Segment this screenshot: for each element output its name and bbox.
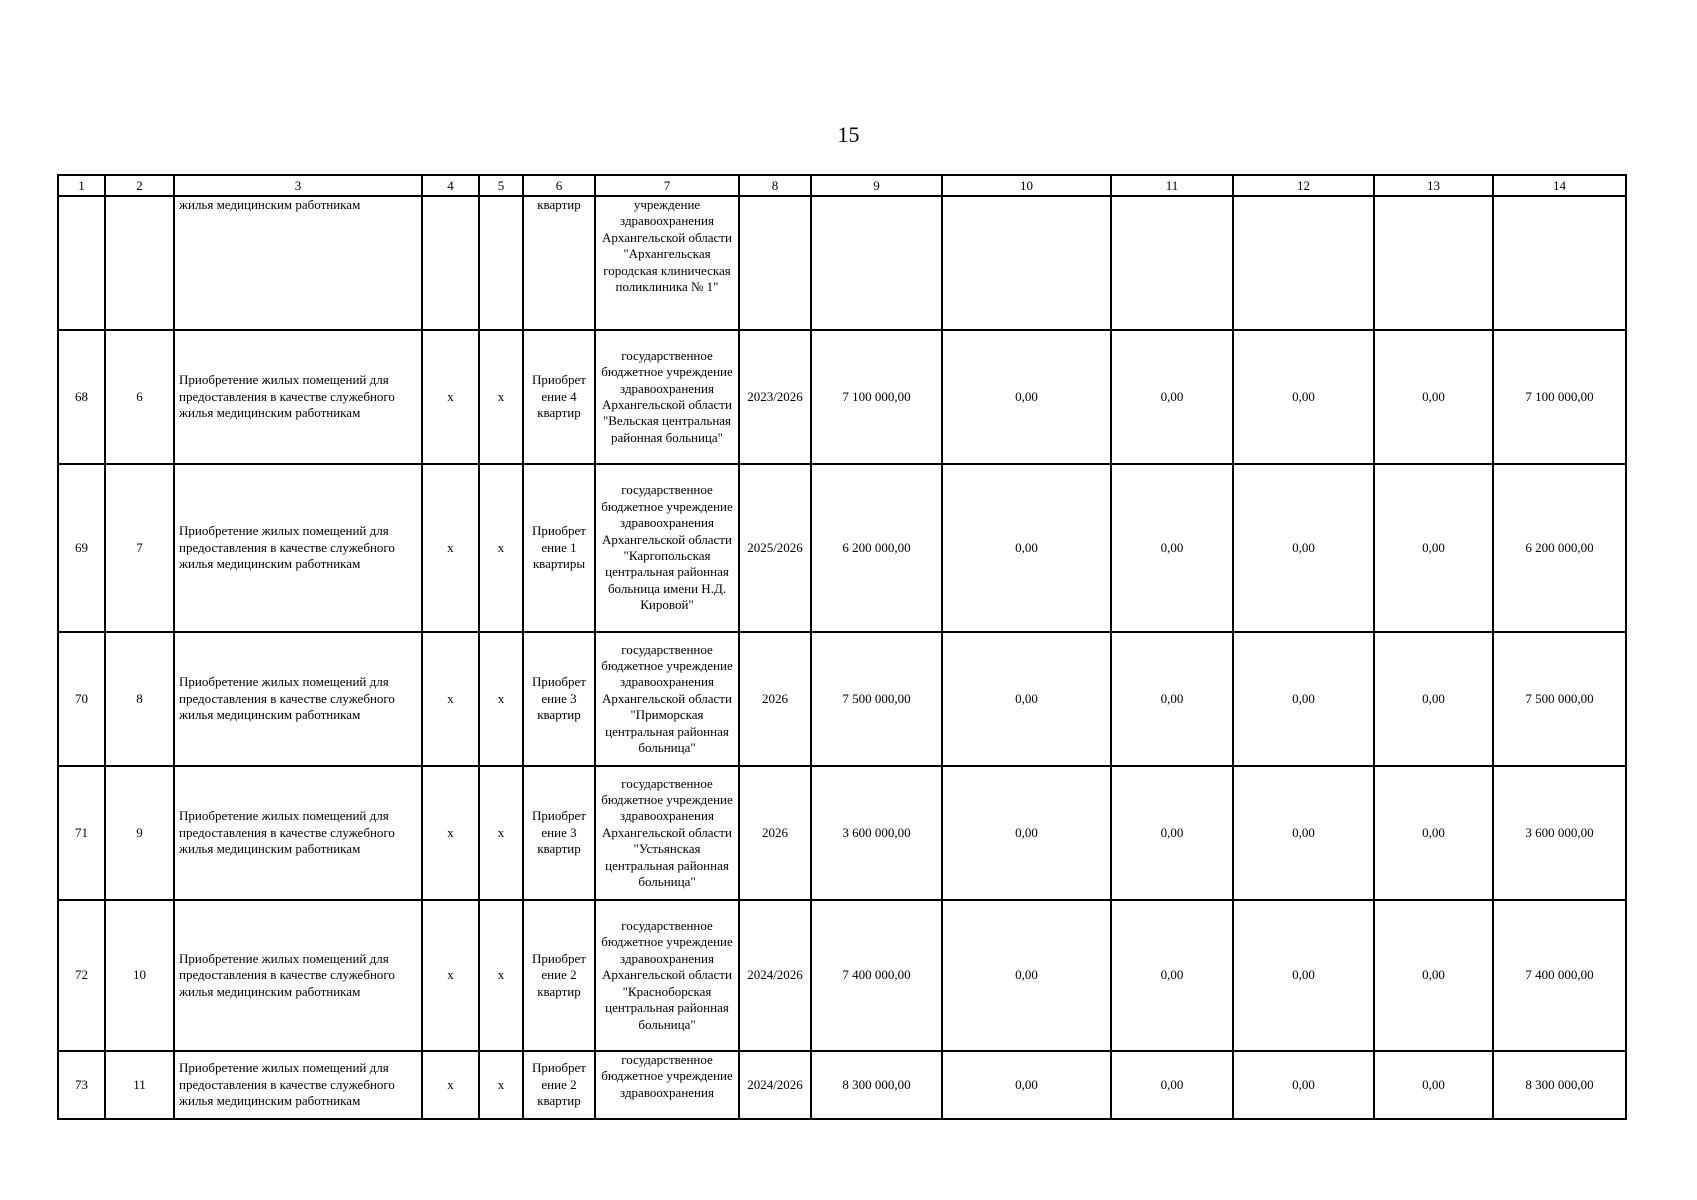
amount-total: 7 400 000,00 <box>811 900 942 1051</box>
amount-col-12: 0,00 <box>1233 464 1374 632</box>
amount-col-11: 0,00 <box>1111 464 1233 632</box>
row-number: 71 <box>58 766 105 900</box>
period: 2024/2026 <box>739 1051 811 1119</box>
table-row <box>58 900 1626 1051</box>
measure-name: Приобретение жилых помещений для предоставления в качестве служебного жилья медицинским работникам <box>174 330 422 464</box>
amount-col-13: 0,00 <box>1374 900 1493 1051</box>
amount-col-14: 7 400 000,00 <box>1493 900 1626 1051</box>
table-row <box>58 330 1626 464</box>
row-number <box>58 196 105 330</box>
amount-col-12: 0,00 <box>1233 632 1374 766</box>
row-number: 72 <box>58 900 105 1051</box>
cell-col-4: х <box>422 900 479 1051</box>
amount-col-10: 0,00 <box>942 464 1111 632</box>
cell-col-5: х <box>479 464 523 632</box>
institution-name: государственное бюджетное учреждение здравоохранения Архангельской области "Вельская центральная районная больница" <box>595 330 739 464</box>
amount-col-13: 0,00 <box>1374 766 1493 900</box>
data-table <box>57 174 1627 1120</box>
amount-col-10: 0,00 <box>942 330 1111 464</box>
result-description: Приобрет ение 2 квартир <box>523 900 595 1051</box>
table-row <box>58 766 1626 900</box>
period: 2023/2026 <box>739 330 811 464</box>
measure-name: Приобретение жилых помещений для предоставления в качестве служебного жилья медицинским работникам <box>174 766 422 900</box>
column-header: 8 <box>739 175 811 196</box>
amount-col-11 <box>1111 196 1233 330</box>
amount-col-13: 0,00 <box>1374 330 1493 464</box>
cell-col-5: х <box>479 1051 523 1119</box>
item-number: 11 <box>105 1051 174 1119</box>
column-header: 6 <box>523 175 595 196</box>
amount-col-10: 0,00 <box>942 766 1111 900</box>
table-row <box>58 464 1626 632</box>
period <box>739 196 811 330</box>
amount-col-11: 0,00 <box>1111 900 1233 1051</box>
column-header: 5 <box>479 175 523 196</box>
amount-col-14: 7 500 000,00 <box>1493 632 1626 766</box>
measure-name: жилья медицинским работникам <box>174 196 422 330</box>
measure-name: Приобретение жилых помещений для предоставления в качестве служебного жилья медицинским работникам <box>174 632 422 766</box>
amount-col-13 <box>1374 196 1493 330</box>
cell-col-4 <box>422 196 479 330</box>
column-header: 1 <box>58 175 105 196</box>
cell-col-5 <box>479 196 523 330</box>
table-header-row <box>58 175 1626 196</box>
column-header: 7 <box>595 175 739 196</box>
amount-col-12: 0,00 <box>1233 330 1374 464</box>
amount-col-14 <box>1493 196 1626 330</box>
column-header: 10 <box>942 175 1111 196</box>
result-description: Приобрет ение 4 квартир <box>523 330 595 464</box>
column-header: 12 <box>1233 175 1374 196</box>
amount-col-10: 0,00 <box>942 900 1111 1051</box>
row-number: 69 <box>58 464 105 632</box>
amount-col-10: 0,00 <box>942 1051 1111 1119</box>
table-row <box>58 1051 1626 1119</box>
cell-col-4: х <box>422 464 479 632</box>
result-description: Приобрет ение 2 квартир <box>523 1051 595 1119</box>
column-header: 11 <box>1111 175 1233 196</box>
table-row <box>58 196 1626 330</box>
amount-col-13: 0,00 <box>1374 632 1493 766</box>
amount-col-12: 0,00 <box>1233 1051 1374 1119</box>
amount-col-11: 0,00 <box>1111 1051 1233 1119</box>
amount-col-10 <box>942 196 1111 330</box>
measure-name: Приобретение жилых помещений для предоставления в качестве служебного жилья медицинским работникам <box>174 464 422 632</box>
amount-col-13: 0,00 <box>1374 464 1493 632</box>
amount-total <box>811 196 942 330</box>
column-header: 2 <box>105 175 174 196</box>
table-row <box>58 632 1626 766</box>
amount-col-12: 0,00 <box>1233 900 1374 1051</box>
measure-name: Приобретение жилых помещений для предоставления в качестве служебного жилья медицинским работникам <box>174 900 422 1051</box>
cell-col-5: х <box>479 766 523 900</box>
amount-col-14: 7 100 000,00 <box>1493 330 1626 464</box>
row-number: 70 <box>58 632 105 766</box>
amount-col-13: 0,00 <box>1374 1051 1493 1119</box>
item-number: 7 <box>105 464 174 632</box>
amount-col-11: 0,00 <box>1111 330 1233 464</box>
period: 2026 <box>739 766 811 900</box>
item-number: 8 <box>105 632 174 766</box>
amount-col-14: 3 600 000,00 <box>1493 766 1626 900</box>
cell-col-5: х <box>479 632 523 766</box>
institution-name: учреждение здравоохранения Архангельской области "Архангельская городская клиническая поликлиника № 1" <box>595 196 739 330</box>
amount-col-11: 0,00 <box>1111 632 1233 766</box>
cell-col-4: х <box>422 330 479 464</box>
column-header: 9 <box>811 175 942 196</box>
result-description: квартир <box>523 196 595 330</box>
amount-total: 7 500 000,00 <box>811 632 942 766</box>
result-description: Приобрет ение 1 квартиры <box>523 464 595 632</box>
amount-total: 6 200 000,00 <box>811 464 942 632</box>
amount-total: 3 600 000,00 <box>811 766 942 900</box>
item-number: 9 <box>105 766 174 900</box>
amount-col-14: 6 200 000,00 <box>1493 464 1626 632</box>
period: 2026 <box>739 632 811 766</box>
amount-col-14: 8 300 000,00 <box>1493 1051 1626 1119</box>
item-number: 10 <box>105 900 174 1051</box>
institution-name: государственное бюджетное учреждение здравоохранения Архангельской области "Каргопольская центральная районная больница имени Н.Д. Кировой" <box>595 464 739 632</box>
cell-col-4: х <box>422 766 479 900</box>
amount-total: 8 300 000,00 <box>811 1051 942 1119</box>
amount-col-10: 0,00 <box>942 632 1111 766</box>
institution-name: государственное бюджетное учреждение здравоохранения Архангельской области "Красноборская центральная районная больница" <box>595 900 739 1051</box>
amount-total: 7 100 000,00 <box>811 330 942 464</box>
institution-name: государственное бюджетное учреждение здравоохранения Архангельской области "Устьянская центральная районная больница" <box>595 766 739 900</box>
column-header: 14 <box>1493 175 1626 196</box>
institution-name: государственное бюджетное учреждение здравоохранения Архангельской области "Приморская центральная районная больница" <box>595 632 739 766</box>
result-description: Приобрет ение 3 квартир <box>523 766 595 900</box>
institution-name: государственное бюджетное учреждение здравоохранения <box>595 1051 739 1119</box>
cell-col-5: х <box>479 900 523 1051</box>
amount-col-12: 0,00 <box>1233 766 1374 900</box>
item-number <box>105 196 174 330</box>
period: 2024/2026 <box>739 900 811 1051</box>
cell-col-4: х <box>422 632 479 766</box>
result-description: Приобрет ение 3 квартир <box>523 632 595 766</box>
row-number: 68 <box>58 330 105 464</box>
item-number: 6 <box>105 330 174 464</box>
amount-col-12 <box>1233 196 1374 330</box>
row-number: 73 <box>58 1051 105 1119</box>
measure-name: Приобретение жилых помещений для предоставления в качестве служебного жилья медицинским работникам <box>174 1051 422 1119</box>
column-header: 4 <box>422 175 479 196</box>
column-header: 13 <box>1374 175 1493 196</box>
cell-col-4: х <box>422 1051 479 1119</box>
period: 2025/2026 <box>739 464 811 632</box>
page-number: 15 <box>837 122 860 147</box>
column-header: 3 <box>174 175 422 196</box>
amount-col-11: 0,00 <box>1111 766 1233 900</box>
cell-col-5: х <box>479 330 523 464</box>
